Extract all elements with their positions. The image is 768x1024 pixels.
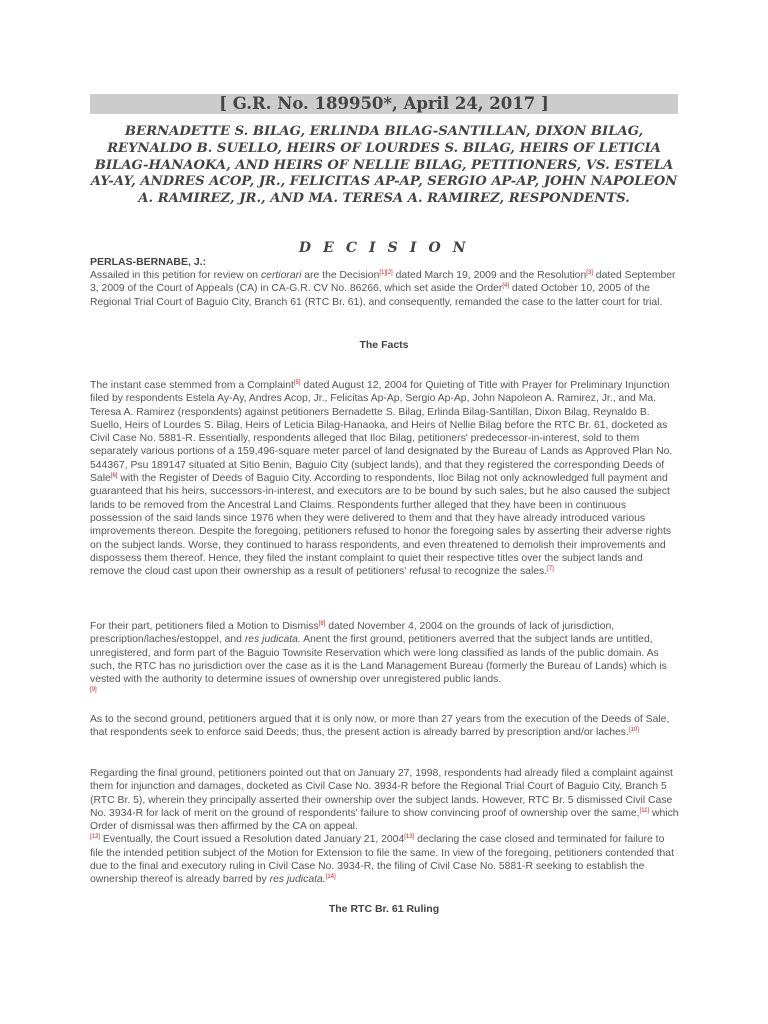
emphasis-text: res judicata. <box>269 874 326 886</box>
paragraph-text: The instant case stemmed from a Complaint <box>90 380 294 391</box>
footnote-link[interactable]: [2] <box>386 270 393 276</box>
section-heading-facts: The Facts <box>359 339 409 351</box>
paragraph-text: dated October 10, 2005 of the Regional Trial Court of Baguio City, Branch 61 (RTC Br. 61), and consequently, remanded the case to the latter court for trial. <box>90 283 663 308</box>
paragraph-5 <box>90 767 680 887</box>
footnote-link[interactable]: [3] <box>586 270 593 276</box>
paragraph-text: declaring the case closed and terminated for failure to file the intended petition subject of the Motion for Extension to file the same. In view of the foregoing, petitioners contended that due to the final and executory ruling in Civil Case No. 3934-R, the filing of Civil Case No. 5881-R seeking to establish the ownership thereof is already barred by <box>90 834 674 886</box>
footnote-link[interactable]: [10] <box>628 727 639 734</box>
ponente-name: PERLAS-BERNABE, J.: <box>90 256 207 268</box>
paragraph-text: Eventually, the Court issued a Resolution dated January 21, 2004 <box>100 834 405 846</box>
decision-title: D E C I S I O N <box>298 240 470 256</box>
paragraph-text: As to the second ground, petitioners argued that it is only now, or more than 27 years from the execution of the Deeds of Sale, that respondents seek to enforce said Deeds; thus, the present action is already barred by prescription and/or laches. <box>90 714 670 739</box>
paragraph-text: dated November 4, 2004 on the grounds of lack of jurisdiction, prescription/laches/estoppel, and <box>90 621 615 646</box>
paragraph-text: are the Decision <box>301 270 380 281</box>
footnote-link[interactable]: [14] <box>325 874 336 881</box>
footnote-link[interactable]: [4] <box>502 283 510 290</box>
paragraph-text: which Order of dismissal was then affirmed by the CA on appeal. <box>90 807 679 833</box>
footnote-link[interactable]: [13] <box>404 834 415 841</box>
case-parties: BERNADETTE S. BILAG, ERLINDA BILAG-SANTILLAN, DIXON BILAG, REYNALDO B. SUELLO, HEIRS OF LOURDES S. BILAG, HEIRS OF LETICIA BILAG-HANAOKA, AND HEIRS OF NELLIE BILAG, PETITIONERS, VS. ESTELA AY-AY, ANDRES ACOP, JR., FELICITAS AP-AP, SERGIO AP-AP, JOHN NAPOLEON A. RAMIREZ, JR., AND MA. TERESA A. RAMIREZ, RESPONDENTS. <box>90 124 678 207</box>
emphasis-text: res judicata. <box>244 634 301 646</box>
paragraph-text: dated August 12, 2004 for Quieting of Title with Prayer for Preliminary Injunction filed by respondents Estela Ay-Ay, Andres Acop, Jr., Felicitas Ap-Ap, Sergio Ap-Ap, John Napoleon A. Ramirez, Jr., and Ma. Teresa A. Ramirez (respondents) against petitioners Bernadette S. Bilag, Erlinda Bilag-Santillan, Dixon Bilag, Reynaldo B. Suello, Heirs of Lourdes S. Bilag, Heirs of Leticia Bilag-Hanaoka, and Heirs of Nellie Bilag before the RTC Br. 61, docketed as Civil Case No. 5881-R. Essentially, respondents alleged that Iloc Bilag, petitioners' predecessor-in-interest, sold to them separately various portions of a 159,496-square meter parcel of land designated by the Bureau of Lands as Approved Plan No. 544367, Psu 189147 situated at Sitio Benin, Baguio City (subject lands), and that they registered the corresponding Deeds of Sale <box>90 380 673 485</box>
paragraph-text: with the Register of Deeds of Baguio City. According to respondents, Iloc Bilag not only acknowledged full payment and guaranteed that his heirs, successors-in-interest, and executors are to be bound by such sales, but he also caused the subject lands to be removed from the Ancestral Land Claims. Respondents further alleged that they have been in continuous possession of the said lands since 1976 when they were delivered to them and that they have already introduced various improvements thereon. Despite the foregoing, petitioners refused to honor the foregoing sales by asserting their adverse rights on the subject lands. Worse, they continued to harass respondents, and even threatened to demolish their improvements and dispossess them thereof. Hence, they filed the instant complaint to quiet their respective titles over the subject lands and remove the cloud cast upon their ownership as a result of petitioners' refusal to recognize the sales. <box>90 473 672 578</box>
paragraph-text: dated September 3, 2009 of the Court of Appeals (CA) in CA-G.R. CV No. 86266, which set aside the Order <box>90 270 676 295</box>
paragraph-1 <box>90 269 680 309</box>
footnote-link[interactable]: [6] <box>110 473 118 480</box>
paragraph-text: For their part, petitioners filed a Motion to Dismiss <box>90 621 319 632</box>
footnote-link[interactable]: [1] <box>379 270 387 276</box>
footnote-link[interactable]: [8] <box>318 621 326 627</box>
section-heading-rtc-ruling: The RTC Br. 61 Ruling <box>328 903 440 915</box>
footnote-link[interactable]: [12] <box>90 834 101 841</box>
paragraph-text: Anent the first ground, petitioners averred that the subject lands are untitled, unregistered, and form part of the Baguio Townsite Reservation which were long classified as lands of the public domain. As such, the RTC has no jurisdiction over the case as it is the Land Management Bureau (formerly the Bureau of Lands) which is vested with the authority to determine issues of ownership over unregistered public lands. <box>90 634 667 686</box>
paragraph-text: Assailed in this petition for review on <box>90 270 261 281</box>
paragraph-4 <box>90 713 680 740</box>
footnote-link[interactable]: [5] <box>293 380 301 386</box>
paragraph-text: Regarding the final ground, petitioners pointed out that on January 27, 1998, respondents had already filed a complaint against them for injunction and damages, docketed as Civil Case No. 3934-R before the Regional Trial Court of Baguio City, Branch 5 (RTC Br. 5), wherein they principally asserted their ownership over the subject lands. However, RTC Br. 5 dismissed Civil Case No. 3934-R for lack of merit on the ground of respondents' failure to show convincing proof of ownership over the same, <box>90 768 673 819</box>
paragraph-2 <box>90 379 680 578</box>
emphasis-text: certiorari <box>260 270 302 281</box>
footnote-link[interactable]: [9] <box>90 687 97 694</box>
footnote-link[interactable]: [11] <box>639 807 650 814</box>
footnote-link[interactable]: [7] <box>547 566 554 573</box>
paragraph-text: dated March 19, 2009 and the Resolution <box>392 270 587 281</box>
case-number-header: [ G.R. No. 189950*, April 24, 2017 ] <box>90 94 678 114</box>
paragraph-3 <box>90 620 680 700</box>
